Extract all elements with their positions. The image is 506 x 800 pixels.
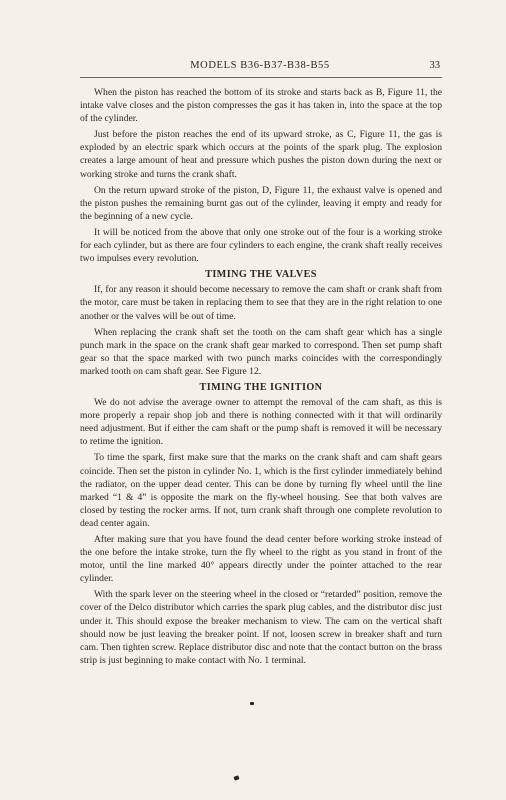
paragraph: After making sure that you have found the dead center before working stroke instead of the one before the intake stroke, turn the fly wheel to the right as you stand in front of the motor, until the line marked 40° appears directly under the pointer attached to the rear cylinder. <box>80 534 442 585</box>
paragraph: It will be noticed from the above that only one stroke out of the four is a working stroke for each cylinder, but as there are four cylinders to each engine, the crank shaft really receives two impulses every revolution. <box>80 226 442 265</box>
paragraph: With the spark lever on the steering wheel in the closed or “retarded” position, remove the cover of the Delco distributor which carries the spark plug cables, and the distributor disc just under it. This should expose the breaker mechanism to view. The cam on the vertical shaft should now be just leaving the breaker point. If not, loosen screw in breaker shaft and turn cam. Then tighten screw. Replace distributor disc and note that the contact button on the brass strip is just beginning to make contact with No. 1 terminal. <box>80 589 442 666</box>
paragraph: Just before the piston reaches the end of its upward stroke, as C, Figure 11, the gas is exploded by an electric spark which occurs at the points of the spark plug. The explosion creates a large amount of heat and pressure which pushes the piston down during the next or working stroke and turns the crank shaft. <box>80 129 442 180</box>
paragraph: To time the spark, first make sure that the marks on the crank shaft and cam shaft gears coincide. Then set the piston in cylinder No. 1, which is the first cylinder immediately behind the radiator, on the upper dead center. This can be done by turning fly wheel until the line marked “1 & 4” is opposite the mark on the fly-wheel housing. See that both valves are closed by testing the rocker arms. If not, turn crank shaft through one complete revolution to dead center again. <box>80 452 442 529</box>
paragraph: When replacing the crank shaft set the tooth on the cam shaft gear which has a single punch mark in the space on the crank shaft gear marked to correspond. Then set pump shaft gear so that the space marked with two punch marks coincides with the correspondingly marked tooth on cam shaft gear. See Figure 12. <box>80 326 442 377</box>
body-text <box>80 86 442 670</box>
running-header <box>80 60 440 76</box>
ink-speck <box>233 775 239 780</box>
paragraph: When the piston has reached the bottom of its stroke and starts back as B, Figure 11, the intake valve closes and the piston compresses the gas it has taken in, into the space at the top of the cylinder. <box>80 87 442 125</box>
section-heading-valves: TIMING THE VALVES <box>205 269 317 281</box>
paragraph: We do not advise the average owner to attempt the removal of the cam shaft, as this is more properly a repair shop job and there is nothing connected with it that will ordinarily need adjustment. But if either the cam shaft or the pump shaft is removed it will be necessary to retime the ignition. <box>80 397 442 448</box>
page-number: 33 <box>429 60 440 71</box>
section-heading-ignition: TIMING THE IGNITION <box>199 381 323 393</box>
paragraph: On the return upward stroke of the piston, D, Figure 11, the exhaust valve is opened and the piston pushes the remaining burnt gas out of the cylinder, leaving it empty and ready for the beginning of a new cycle. <box>80 184 442 222</box>
ink-speck <box>250 702 254 705</box>
paragraph: If, for any reason it should become necessary to remove the cam shaft or crank shaft from the motor, care must be taken in replacing them to see that they are in the right relation to one another or the valves will be out of time. <box>80 284 442 322</box>
header-rule <box>80 77 442 78</box>
header-title: MODELS B36-B37-B38-B55 <box>190 60 330 71</box>
